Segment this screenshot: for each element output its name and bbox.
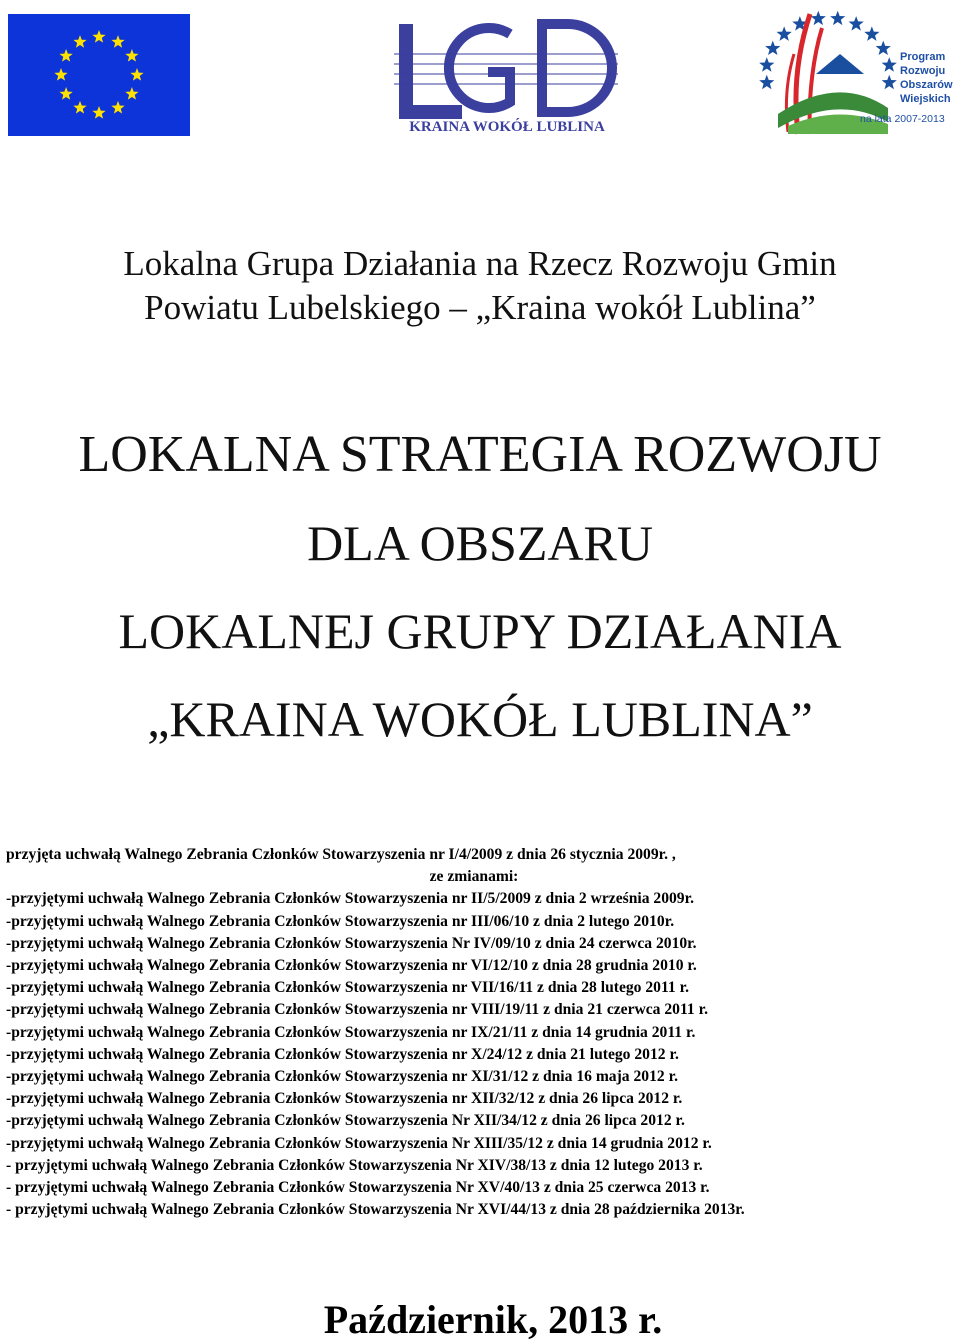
prow-star-icon: [811, 11, 826, 25]
lgd-kraina-logo: [392, 14, 622, 138]
prow-line-3: Obszarów: [900, 79, 953, 91]
adoption-statement: przyjęta uchwałą Walnego Zebrania Członków Stowarzyszenia nr I/4/2009 z dnia 26 stycznia 2009r. ,: [6, 846, 676, 863]
amendment-item: -przyjętymi uchwałą Walnego Zebrania Członków Stowarzyszenia nr VI/12/10 z dnia 28 grudnia 2010 r.: [6, 957, 697, 975]
prow-line-1: Program: [900, 51, 946, 63]
amendment-item: -przyjętymi uchwałą Walnego Zebrania Członków Stowarzyszenia nr VII/16/11 z dnia 28 lutego 2011 r.: [6, 979, 689, 997]
amendment-item: -przyjętymi uchwałą Walnego Zebrania Członków Stowarzyszenia Nr IV/09/10 z dnia 24 czerwca 2010r.: [6, 934, 697, 952]
lgd-logo-text: KRAINA WOKÓŁ LUBLINA: [409, 119, 605, 135]
prow-star-icon: [882, 75, 897, 89]
document-date: Październik, 2013 r.: [323, 1297, 663, 1342]
amendment-item: -przyjętymi uchwałą Walnego Zebrania Członków Stowarzyszenia nr XI/31/12 z dnia 16 maja 2012 r.: [6, 1068, 678, 1086]
amendment-item: -przyjętymi uchwałą Walnego Zebrania Członków Stowarzyszenia nr X/24/12 z dnia 21 lutego 2012 r.: [6, 1045, 679, 1063]
eu-flag-logo: [8, 14, 190, 136]
strategy-title-line-4: „KRAINA WOKÓŁ LUBLINA”: [147, 691, 813, 747]
organization-title-line-1: Lokalna Grupa Działania na Rzecz Rozwoju Gmin: [123, 244, 837, 283]
prow-star-icon: [777, 26, 792, 40]
amendment-item: -przyjętymi uchwałą Walnego Zebrania Członków Stowarzyszenia nr VIII/19/11 z dnia 21 czerwca 2011 r.: [6, 1001, 708, 1019]
amendment-item: -przyjętymi uchwałą Walnego Zebrania Członków Stowarzyszenia Nr XIII/35/12 z dnia 14 grudnia 2012 r.: [6, 1134, 712, 1152]
strategy-title-line-1: LOKALNA STRATEGIA ROZWOJU: [78, 426, 882, 483]
amendment-item: -przyjętymi uchwałą Walnego Zebrania Członków Stowarzyszenia nr II/5/2009 z dnia 2 września 2009r.: [6, 890, 694, 908]
amendment-item: -przyjętymi uchwałą Walnego Zebrania Członków Stowarzyszenia Nr XII/34/12 z dnia 26 lipca 2012 r.: [6, 1112, 685, 1130]
amendment-item: -przyjętymi uchwałą Walnego Zebrania Członków Stowarzyszenia nr XII/32/12 z dnia 26 lipca 2012 r.: [6, 1090, 683, 1108]
amendment-item: - przyjętymi uchwałą Walnego Zebrania Członków Stowarzyszenia Nr XIV/38/13 z dnia 12 lutego 2013 r.: [6, 1156, 703, 1174]
prow-star-icon: [759, 57, 774, 71]
prow-logo: [748, 4, 958, 136]
prow-star-icon: [765, 41, 780, 55]
amendment-item: -przyjętymi uchwałą Walnego Zebrania Członków Stowarzyszenia nr IX/21/11 z dnia 14 grudnia 2011 r.: [6, 1023, 696, 1041]
prow-star-icon: [830, 11, 845, 25]
prow-line-2: Rozwoju: [900, 65, 946, 77]
prow-star-icon: [876, 41, 891, 55]
prow-line-5: na lata 2007-2013: [860, 113, 945, 125]
prow-star-icon: [759, 75, 774, 89]
prow-star-icon: [864, 26, 879, 40]
organization-title: [0, 242, 960, 330]
strategy-title-line-2: DLA OBSZARU: [307, 515, 653, 571]
strategy-title-line-3: LOKALNEJ GRUPY DZIAŁANIA: [118, 603, 842, 659]
amendment-item: - przyjętymi uchwałą Walnego Zebrania Członków Stowarzyszenia Nr XV/40/13 z dnia 25 czerwca 2013 r.: [6, 1179, 710, 1197]
prow-star-icon: [849, 16, 864, 30]
organization-title-line-2: Powiatu Lubelskiego – „Kraina wokół Lublina”: [144, 288, 816, 327]
changes-label: ze zmianami:: [429, 868, 519, 886]
amendment-item: -przyjętymi uchwałą Walnego Zebrania Członków Stowarzyszenia nr III/06/10 z dnia 2 lutego 2010r.: [6, 912, 675, 930]
amendment-item: - przyjętymi uchwałą Walnego Zebrania Członków Stowarzyszenia Nr XVI/44/13 z dnia 28 października 2013r.: [6, 1201, 745, 1219]
resolutions-block: [6, 844, 956, 1221]
prow-star-icon: [882, 57, 897, 71]
prow-line-4: Wiejskich: [900, 93, 951, 105]
strategy-title: [0, 420, 960, 772]
